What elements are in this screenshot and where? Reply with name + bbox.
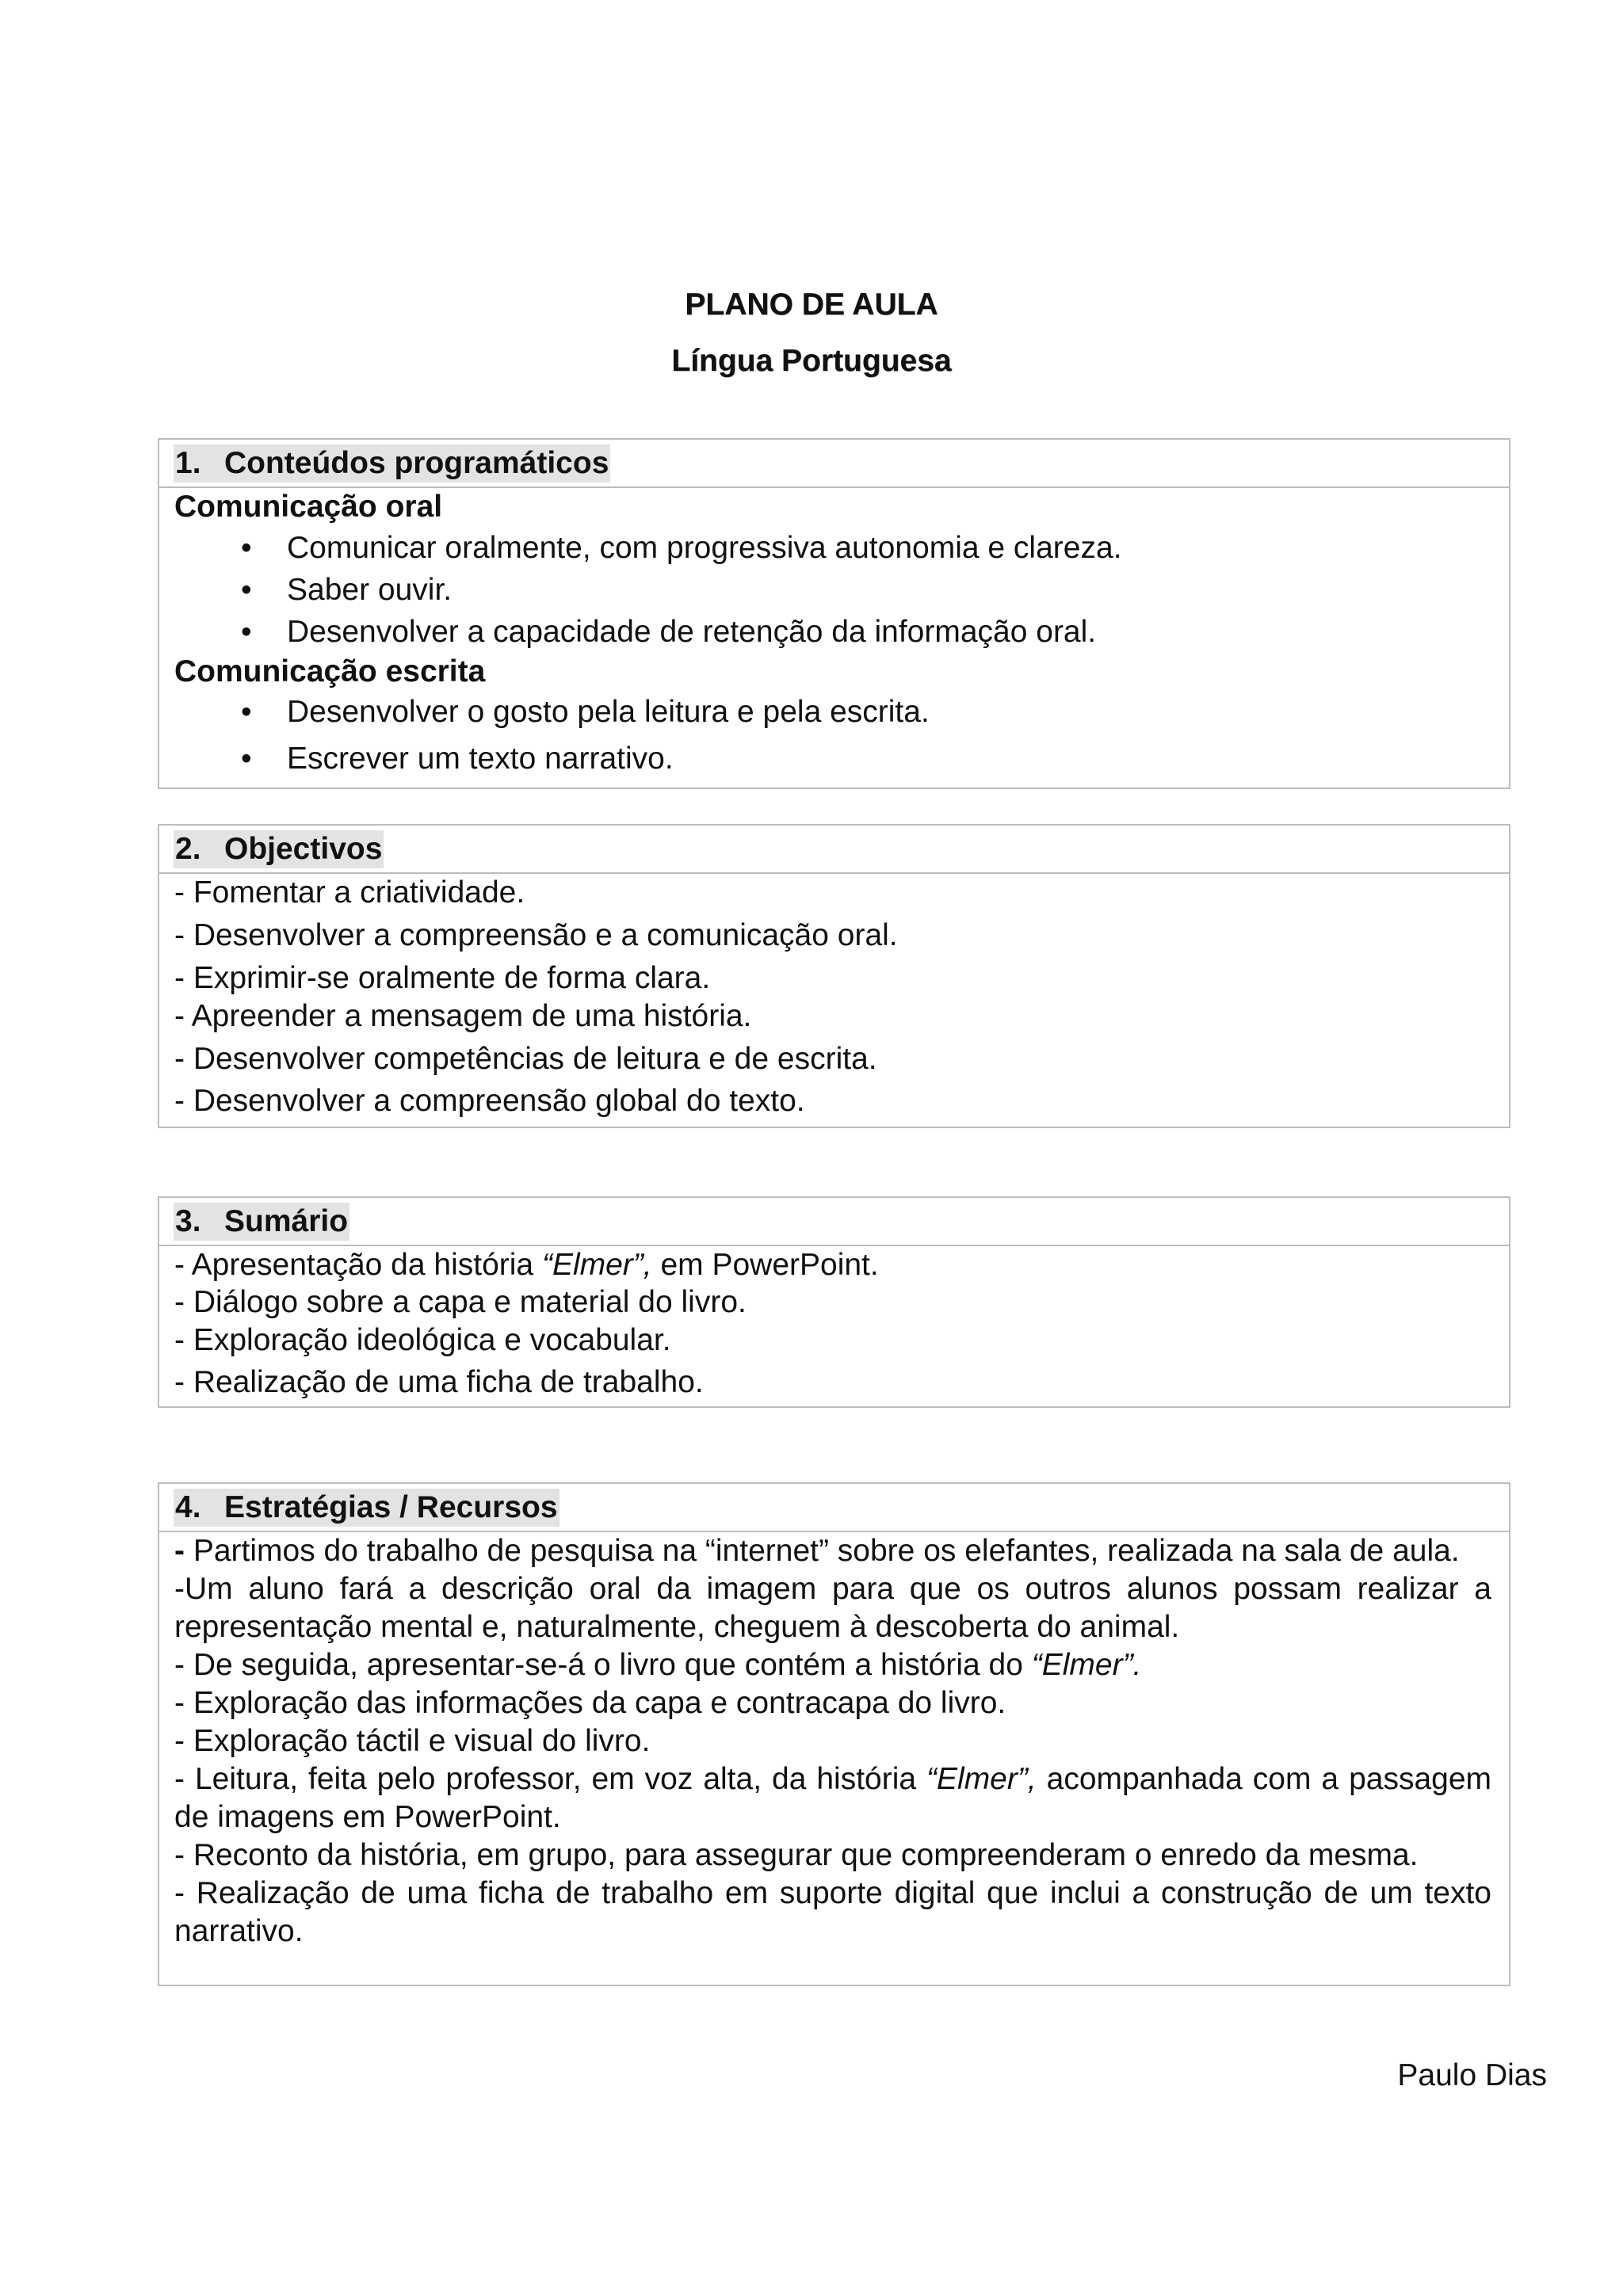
book-title-elmer: “Elmer”,	[541, 1248, 652, 1282]
book-title-elmer: “Elmer”.	[1031, 1648, 1142, 1682]
section-heading	[159, 826, 1509, 874]
list-item	[174, 740, 1491, 778]
list-item: - Fomentar a criatividade.	[174, 875, 525, 910]
section-objectivos	[158, 824, 1510, 1128]
list-item-text: Escrever um texto narrativo.	[287, 742, 674, 776]
section-title: Sumário	[224, 1204, 349, 1238]
bullet-icon: •	[241, 573, 252, 607]
section-sumario	[158, 1196, 1510, 1408]
section-conteudos	[158, 438, 1510, 789]
paragraph	[174, 1760, 1491, 1836]
list-item-text: em PowerPoint.	[651, 1248, 879, 1282]
list-item-text: Saber ouvir.	[287, 573, 453, 607]
paragraph: - Exploração táctil e visual do livro.	[174, 1724, 651, 1758]
paragraph	[174, 1532, 1491, 1570]
list-item-text: Desenvolver a capacidade de retenção da informação oral.	[287, 615, 1097, 649]
section-heading	[159, 440, 1509, 488]
list-item	[174, 571, 1491, 609]
paragraph: - Reconto da história, em grupo, para assegurar que compreenderam o enredo da mesma.	[174, 1838, 1419, 1872]
paragraph-text: Partimos do trabalho de pesquisa na “internet” sobre os elefantes, realizada na sala de aula.	[185, 1534, 1460, 1568]
paragraph-text: - De seguida, apresentar-se-á o livro que contém a história do	[174, 1648, 1032, 1682]
section-title: Objectivos	[224, 832, 383, 866]
list-item: - Exploração ideológica e vocabular.	[174, 1323, 671, 1357]
list-item: - Exprimir-se oralmente de forma clara.	[174, 961, 711, 995]
bullet-icon: •	[241, 531, 252, 565]
author-signature: Paulo Dias	[1397, 2058, 1547, 2092]
list-item: - Desenvolver a compreensão e a comunicação oral.	[174, 918, 898, 952]
list-item: - Desenvolver a compreensão global do texto.	[174, 1084, 805, 1118]
paragraph-dash: -	[174, 1534, 185, 1568]
list-item	[174, 529, 1491, 567]
section-number: 2.	[175, 832, 201, 866]
section-heading	[159, 1484, 1509, 1532]
list-item	[174, 1246, 1491, 1284]
section-title: Conteúdos programáticos	[224, 446, 609, 480]
list-item: - Apreender a mensagem de uma história.	[174, 999, 752, 1033]
list-item-text: Comunicar oralmente, com progressiva autonomia e clareza.	[287, 531, 1122, 565]
section-heading-label	[174, 830, 384, 868]
list-item: - Realização de uma ficha de trabalho.	[174, 1365, 704, 1399]
list-item	[174, 693, 1491, 731]
section-estrategias	[158, 1482, 1510, 1986]
bullet-icon: •	[241, 695, 252, 729]
list-item-text: - Apresentação da história	[174, 1248, 542, 1282]
paragraph	[174, 1646, 1491, 1684]
section-heading-label	[174, 1489, 559, 1527]
paragraph: - Exploração das informações da capa e contracapa do livro.	[174, 1686, 1006, 1720]
list-item: - Desenvolver competências de leitura e de escrita.	[174, 1042, 877, 1076]
book-title-elmer: “Elmer”,	[926, 1762, 1037, 1796]
subheading-comunicacao-oral: Comunicação oral	[174, 490, 443, 524]
bullet-icon: •	[241, 742, 252, 776]
list-item	[174, 613, 1491, 651]
paragraph: -Um aluno fará a descrição oral da imagem para que os outros alunos possam realizar a representação mental e, naturalmente, cheguem à descoberta do animal.	[174, 1572, 1491, 1644]
paragraph-text: acompanhada com a passagem de imagens em PowerPoint.	[174, 1762, 1492, 1834]
strategies-text	[174, 1532, 1491, 1951]
page-subtitle: Língua Portuguesa	[671, 344, 952, 378]
section-heading	[159, 1198, 1509, 1246]
paragraph-text: - Leitura, feita pelo professor, em voz alta, da história	[174, 1762, 927, 1796]
bullet-icon: •	[241, 615, 252, 649]
page-title: PLANO DE AULA	[685, 288, 938, 322]
section-title: Estratégias / Recursos	[224, 1490, 558, 1524]
paragraph: - Realização de uma ficha de trabalho em suporte digital que inclui a construção de um texto narrativo.	[174, 1876, 1491, 1948]
section-heading-label	[174, 1203, 349, 1241]
subheading-comunicacao-escrita: Comunicação escrita	[174, 654, 486, 688]
list-item-text: Desenvolver o gosto pela leitura e pela escrita.	[287, 695, 930, 729]
section-number: 4.	[175, 1490, 201, 1524]
section-number: 1.	[175, 446, 201, 480]
section-heading-label	[174, 444, 610, 482]
list-item: - Diálogo sobre a capa e material do livro.	[174, 1285, 747, 1319]
section-number: 3.	[175, 1204, 201, 1238]
